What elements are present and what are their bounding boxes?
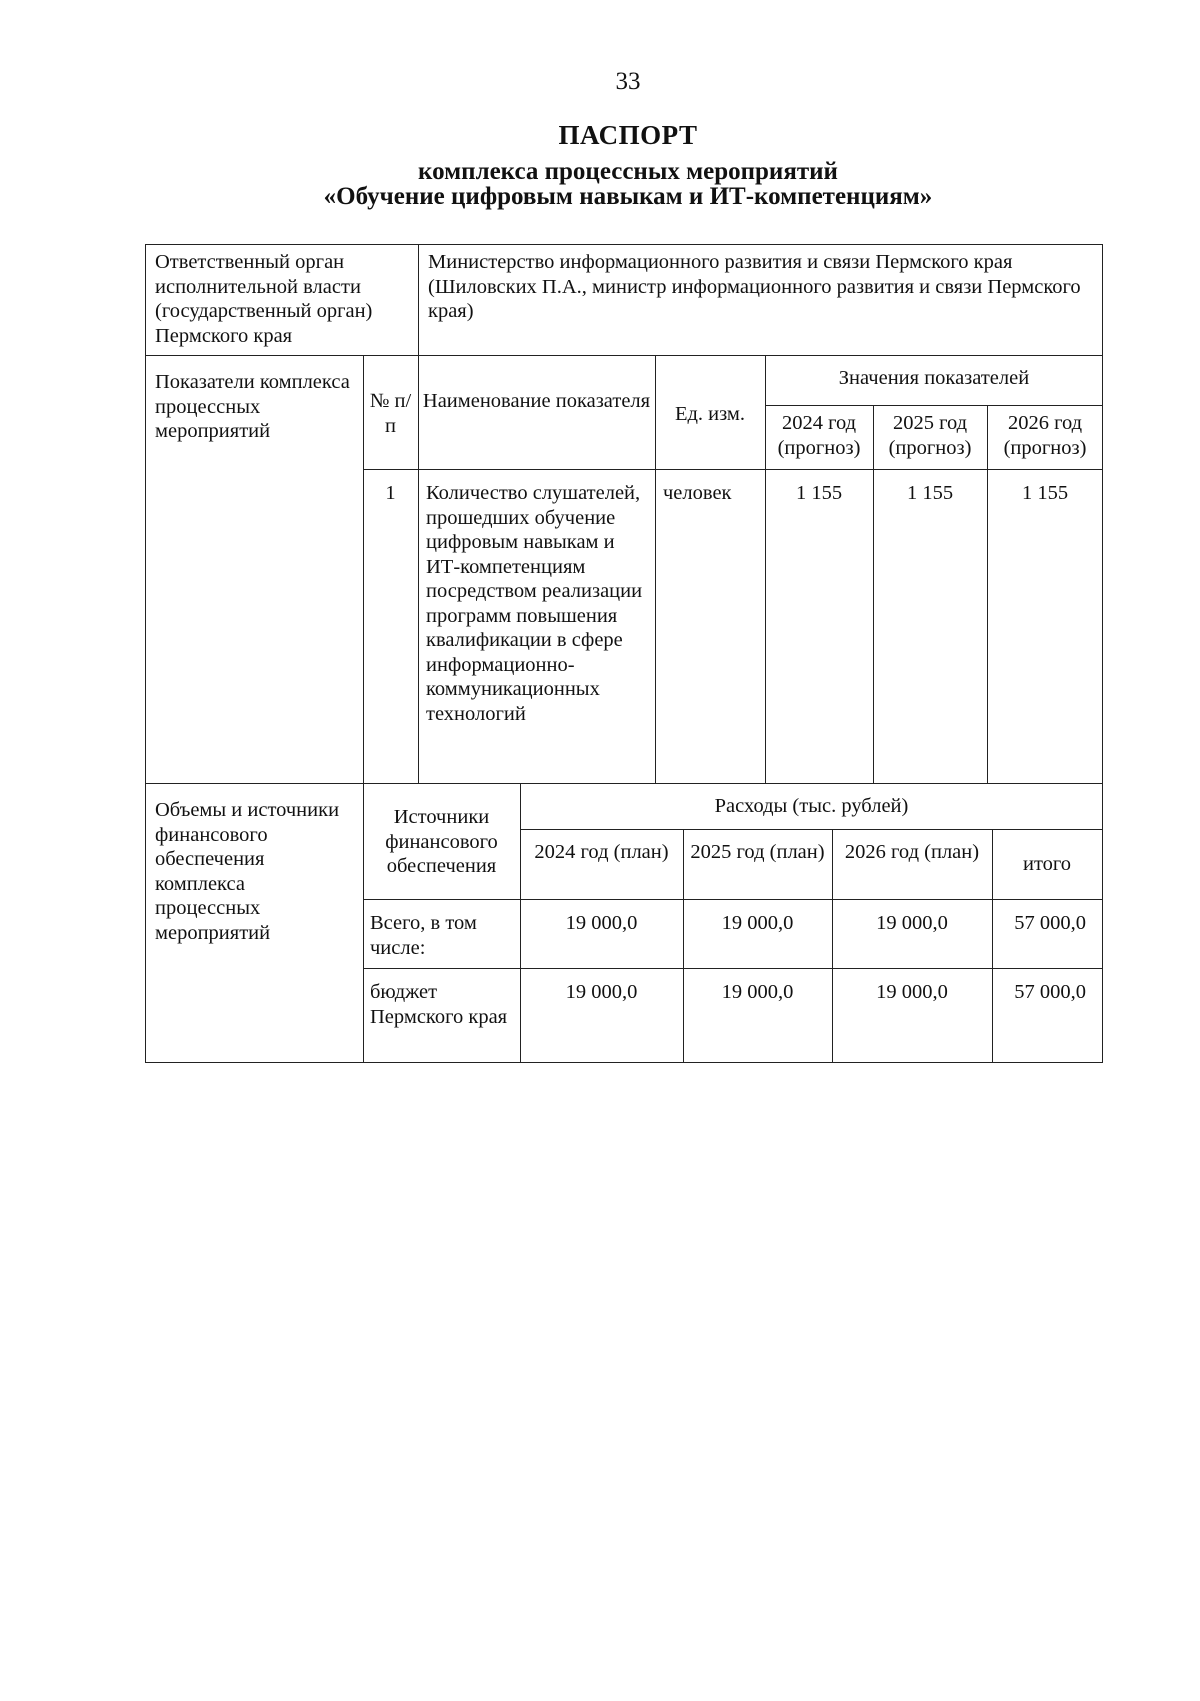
document-title: ПАСПОРТ — [558, 120, 698, 150]
column-header-year-2026: 2026 год (прогноз) — [1003, 412, 1087, 459]
indicator-value-2025: 1 155 — [906, 482, 954, 504]
column-header-unit: Ед. изм. — [674, 403, 746, 425]
column-header-year-2025: 2025 год (прогноз) — [888, 412, 972, 459]
financing-row-total-2024: 19 000,0 — [565, 912, 638, 934]
financing-row-budget-2025: 19 000,0 — [721, 981, 794, 1003]
indicator-value-2026: 1 155 — [1021, 482, 1069, 504]
financing-row-total-source: Всего, в том числе: — [370, 912, 477, 959]
table-divider — [520, 829, 1103, 830]
table-divider — [145, 355, 1103, 356]
column-header-plan-2025: 2025 год (план) — [690, 841, 825, 863]
column-header-expenses: Расходы (тыс. рублей) — [714, 795, 909, 817]
column-header-plan-2026: 2026 год (план) — [844, 841, 980, 863]
document-subtitle-line-2: «Обучение цифровым навыкам и ИТ-компетенциям» — [323, 183, 933, 210]
financing-row-budget-sum: 57 000,0 — [1014, 981, 1086, 1003]
column-header-number: № п/п — [369, 390, 412, 437]
financing-row-budget-2024: 19 000,0 — [565, 981, 638, 1003]
column-header-indicator-name: Наименование показателя — [422, 390, 651, 412]
financing-row-total-2025: 19 000,0 — [721, 912, 794, 934]
column-header-total: итого — [1022, 853, 1072, 875]
table-divider — [873, 405, 874, 783]
table-border-bottom — [145, 1062, 1103, 1063]
responsible-label: Ответственный орган исполнительной власти (государственный орган) Пермского края — [155, 251, 373, 347]
column-header-indicator-values: Значения показателей — [838, 367, 1030, 389]
table-divider — [363, 469, 1103, 470]
table-divider — [765, 405, 1103, 406]
column-header-financing-source: Источники финансового обеспечения — [385, 806, 498, 877]
financing-row-budget-2026: 19 000,0 — [876, 981, 948, 1003]
table-divider — [987, 405, 988, 783]
financing-row-total-sum: 57 000,0 — [1014, 912, 1086, 934]
financing-row-budget-source: бюджет Пермского края — [370, 981, 508, 1028]
indicator-row-name: Количество слушателей, прошедших обучение цифровым навыкам и ИТ-компетенциям посредством реализации программ повышения квалификации в сфере информационно-коммуникационных технологий — [426, 482, 643, 725]
indicator-row-unit: человек — [663, 482, 732, 504]
column-header-plan-2024: 2024 год (план) — [534, 841, 669, 863]
table-divider — [145, 783, 1103, 784]
responsible-value: Министерство информационного развития и связи Пермского края (Шиловских П.А., министр информационного развития и связи Пермского края) — [428, 251, 1081, 322]
column-header-year-2024: 2024 год (прогноз) — [777, 412, 861, 459]
page-number: 33 — [615, 68, 641, 95]
indicator-value-2024: 1 155 — [795, 482, 843, 504]
financing-row-total-2026: 19 000,0 — [876, 912, 948, 934]
table-border-top — [145, 244, 1103, 245]
financing-label: Объемы и источники финансового обеспечения комплекса процессных мероприятий — [155, 799, 340, 944]
indicators-label: Показатели комплекса процессных мероприятий — [155, 371, 350, 442]
indicator-row-number: 1 — [385, 482, 396, 504]
document-subtitle-line-1: комплекса процессных мероприятий — [418, 158, 838, 185]
